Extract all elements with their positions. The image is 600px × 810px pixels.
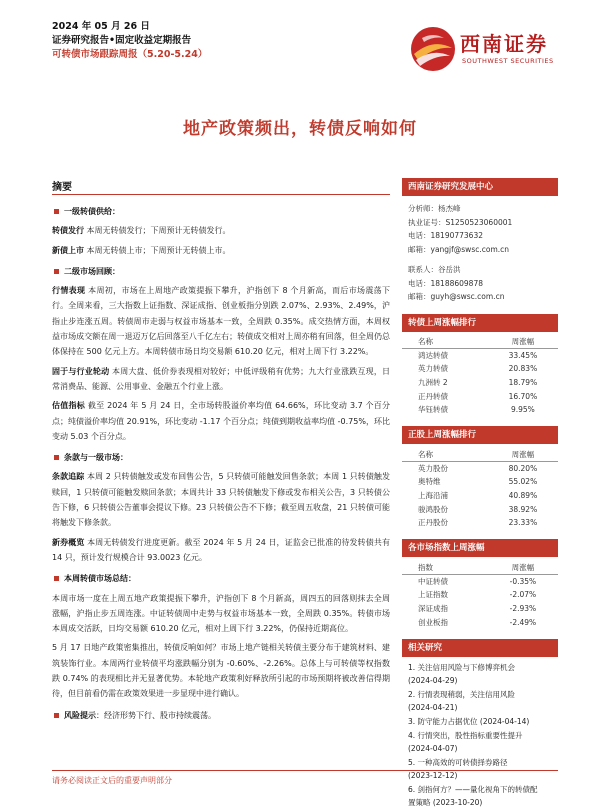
cell-name: 正丹转债 [418,391,448,401]
cell-name: 骏鸿股份 [418,504,448,514]
table-row [402,516,558,530]
col-name-header: 名称 [418,449,433,459]
cell-value: 16.70% [508,391,538,401]
cell-name: 中证转债 [418,576,448,586]
section-heading: 本周转债市场总结： [52,571,390,586]
table-row [402,602,558,616]
summary-body [52,198,390,723]
report-date: 2024 年 05 月 26 日 [52,21,150,32]
cell-value: 80.20% [508,464,538,474]
research-date: (2023-12-12) [408,770,458,780]
page-title: 地产政策频出，转债反响如何 [183,119,417,139]
para-text: 本周 2 只转债触发或发布回售公告，5 只转债可能触发回售条款；本周 1 只转债触发赎回，1 只转债可能触发赎回条款；本周共计 33 只转债触发下修或发布相关公告，3 只转债公告下修，6 只转债公告董事会提议下修。23 只转债公告不下修；截至周五收盘，21 只转债可能将触发下修条款。 [52,472,390,528]
analyst-info [402,196,558,304]
summary-divider [52,194,390,195]
list-item[interactable] [408,688,552,714]
research-title: 2. 行情表现稍弱，关注信用风险 [408,689,516,699]
index-change-table [402,560,558,628]
related-research-list [402,657,558,809]
paragraph [52,364,390,395]
analyst-license: 执业证号：S1250523060001 [408,217,513,227]
section-heading: 条款与一级市场： [52,450,390,465]
para-text: 本周无转债发行进度更新。截至 2024 年 5 月 24 日，证监会已批准的待发转债共有 14 只，预计发行规模合计 93.0023 亿元。 [52,537,390,562]
table-row [402,461,558,475]
stock-ranking-table [402,447,558,529]
list-item[interactable] [408,729,552,755]
cell-name: 英力转债 [418,364,448,374]
table-header-row [402,335,558,349]
bond-ranking-table [402,335,558,417]
table-row [402,615,558,629]
para-label: 估值指标 [52,401,86,411]
table-row [402,502,558,516]
index-change-block [402,539,558,628]
cell-name: 英力股份 [418,464,448,474]
col-name-header: 名称 [418,336,433,346]
list-item[interactable] [408,661,552,687]
table-row [402,376,558,390]
paragraph [52,283,390,359]
footer-disclaimer: 请务必阅读正文后的重要声明部分 [52,776,172,785]
stock-ranking-block [402,426,558,529]
list-item[interactable] [408,756,552,782]
table-row [402,403,558,417]
research-date: 置策略 (2023-10-20) [408,797,483,807]
contact-phone: 电话：18188609878 [408,278,483,288]
paragraph [52,535,390,566]
list-item[interactable] [408,715,552,728]
para-label: 新债上市 [52,245,84,255]
col-value-header: 周涨幅 [511,449,535,459]
paragraph [52,398,390,444]
para-label: 转债发行 [52,226,84,236]
research-date: (2024-04-07) [408,743,458,753]
cell-value: 18.79% [508,377,538,387]
cell-name: 上海沿浦 [418,490,448,500]
cell-name: 上证指数 [418,590,448,600]
para-label: 行情表现 [52,286,86,296]
contact-name: 联系人：谷岳洪 [408,265,461,274]
cell-value: -2.49% [509,617,537,627]
paragraph [52,469,390,530]
cell-value: 20.83% [508,364,538,374]
logo-name: 西南证券 [460,32,548,56]
stock-ranking-title: 正股上周涨幅排行 [402,426,558,444]
table-row [402,489,558,503]
cell-name: 鸿达转债 [418,351,448,361]
analyst-phone: 电话：18190773632 [408,231,483,240]
section-heading: 一级转债供给： [52,204,390,219]
cell-value: 33.45% [508,351,538,361]
research-title: 4. 行情突出，股性指标重要性提升 [408,730,523,740]
sidebar [402,178,558,810]
table-row [402,574,558,588]
para-text: 本周大盘、低价券表现相对较好；中低评级稍有优势；九大行业涨跌互现，日常消费品、能源、公用事业、金融五个行业上涨。 [52,366,391,391]
col-name-header: 指数 [418,562,433,572]
table-row [402,349,558,363]
summary-heading: 摘要 [52,182,72,193]
analyst-email[interactable]: 邮箱：yangjf@swsc.com.cn [408,244,510,254]
research-title: 5. 一种高效的可转债择券路径 [408,757,508,767]
para-text: 截至 2024 年 5 月 24 日，全市场转股溢价率均值 64.66%，环比变动 3.7 个百分点；纯债溢价率均值 20.91%，环比变动 -1.17 个百分点；纯债到期收益率均值 -0.75%，环比变动 5.03 个百分点。 [52,401,390,441]
analyst-name: 分析师：杨杰峰 [408,204,461,213]
col-value-header: 周涨幅 [511,336,535,346]
paragraph: 本周市场一度在上周五地产政策提振下攀升，沪指创下 8 个月新高，周四五的回落则抹去全周涨幅，沪指止步五周连涨。中证转债周中走势与权益市场基本一致，全周跌 0.35%。转债市场本周成交活跃，日均交易额 610.20 亿元，相对上周下行 3.22%，仍保持近期高位。 [52,593,390,634]
para-label: 固于与行业轮动 [52,366,110,376]
para-label: 条款追踪 [52,472,85,482]
research-center-title: 西南证券研究发展中心 [402,178,558,196]
col-value-header: 周涨幅 [511,562,535,572]
table-header-row [402,447,558,461]
cell-value: 23.33% [508,518,538,528]
para-label: 新券概览 [52,537,85,547]
para-text: 本周无转债发行；下周预计无转债发行。 [84,226,231,236]
cell-value: 40.89% [508,490,538,500]
section-heading: 二级市场回顾： [52,264,390,279]
logo-english: SOUTHWEST SECURITIES [462,57,554,65]
cell-value: 38.92% [508,504,538,514]
contact-email[interactable]: 邮箱：guyh@swsc.com.cn [408,292,505,301]
cell-name: 正丹股份 [418,518,448,528]
para-text: 本周无转债上市；下周预计无转债上市。 [84,245,231,255]
bond-ranking-block [402,314,558,417]
para-label: 风险提示 [64,710,96,720]
paragraph: 5 月 17 日地产政策密集推出，转债反响如何？市场上地产链相关转债主要分布于建筑材料、建筑装饰行业。本周两行业转债平均涨跌幅分别为 -0.60%、-2.26%。总体上与可转债等权指数跌 0.74% 的表现相比并无显著优势。本轮地产政策利好释放所引起的市场预期将被改善信得期待，但目前看仍需在政策效果进一步显现中进行确认。 [52,643,390,699]
logo-emblem-icon [408,24,458,74]
related-research-block [402,639,558,809]
company-logo [408,24,558,74]
cell-name: 九洲转 2 [418,377,448,387]
report-category: 证券研究报告•固定收益定期报告 [52,35,192,46]
table-header-row [402,560,558,574]
paragraph [52,223,390,238]
list-item[interactable] [408,783,552,809]
para-text: ：经济形势下行、股市持续震荡。 [96,710,216,720]
cell-name: 创业板指 [418,617,448,627]
research-date: (2024-04-21) [408,702,458,712]
table-row [402,588,558,602]
cell-name: 华钰转债 [418,405,448,415]
research-date: (2024-04-29) [408,675,458,685]
table-row [402,389,558,403]
cell-value: -2.93% [509,603,537,613]
cell-name: 奥特维 [418,477,441,487]
related-research-title: 相关研究 [402,639,558,657]
table-row [402,362,558,376]
para-text: 本周初，市场在上周地产政策提振下攀升，沪指创下 8 个月新高，而后市场震荡下行。全周来看，三大指数上证指数、深证成指、创业板指分别跌 2.07%、2.93%、2.49%，沪指止步连涨五周。转债周市走弱与权益市场基本一致，全周跌 0.35%。成交热情方面，本周权益市场成交额在周一退迈万亿后回落至八千亿左右；转债成交相对上周亦稍有回落，但全周仍总体保持在 500 亿元上方。本周转债市场日均交易额 610.20 亿元，相对上周下行 3.22%。 [52,286,390,357]
report-subtitle: 可转债市场跟踪周报（5.20-5.24） [52,49,208,60]
report-header [52,20,207,62]
research-title: 1. 关注信用风险与下修博弈机会 [408,662,516,672]
table-row [402,475,558,489]
risk-note [52,708,390,723]
cell-value: -0.35% [509,576,537,586]
bond-ranking-title: 转债上周涨幅排行 [402,314,558,332]
paragraph [52,243,390,258]
cell-value: -2.07% [509,590,537,600]
index-change-title: 各市场指数上周涨幅 [402,539,558,557]
cell-value: 9.95% [510,405,535,415]
research-title: 6. 剑指何方？——量化视角下的转债配 [408,784,538,794]
research-title: 3. 防守能力占据优位 (2024-04-14) [408,716,530,726]
cell-name: 深证成指 [418,603,448,613]
footer-divider [52,770,558,771]
cell-value: 55.02% [508,477,538,487]
